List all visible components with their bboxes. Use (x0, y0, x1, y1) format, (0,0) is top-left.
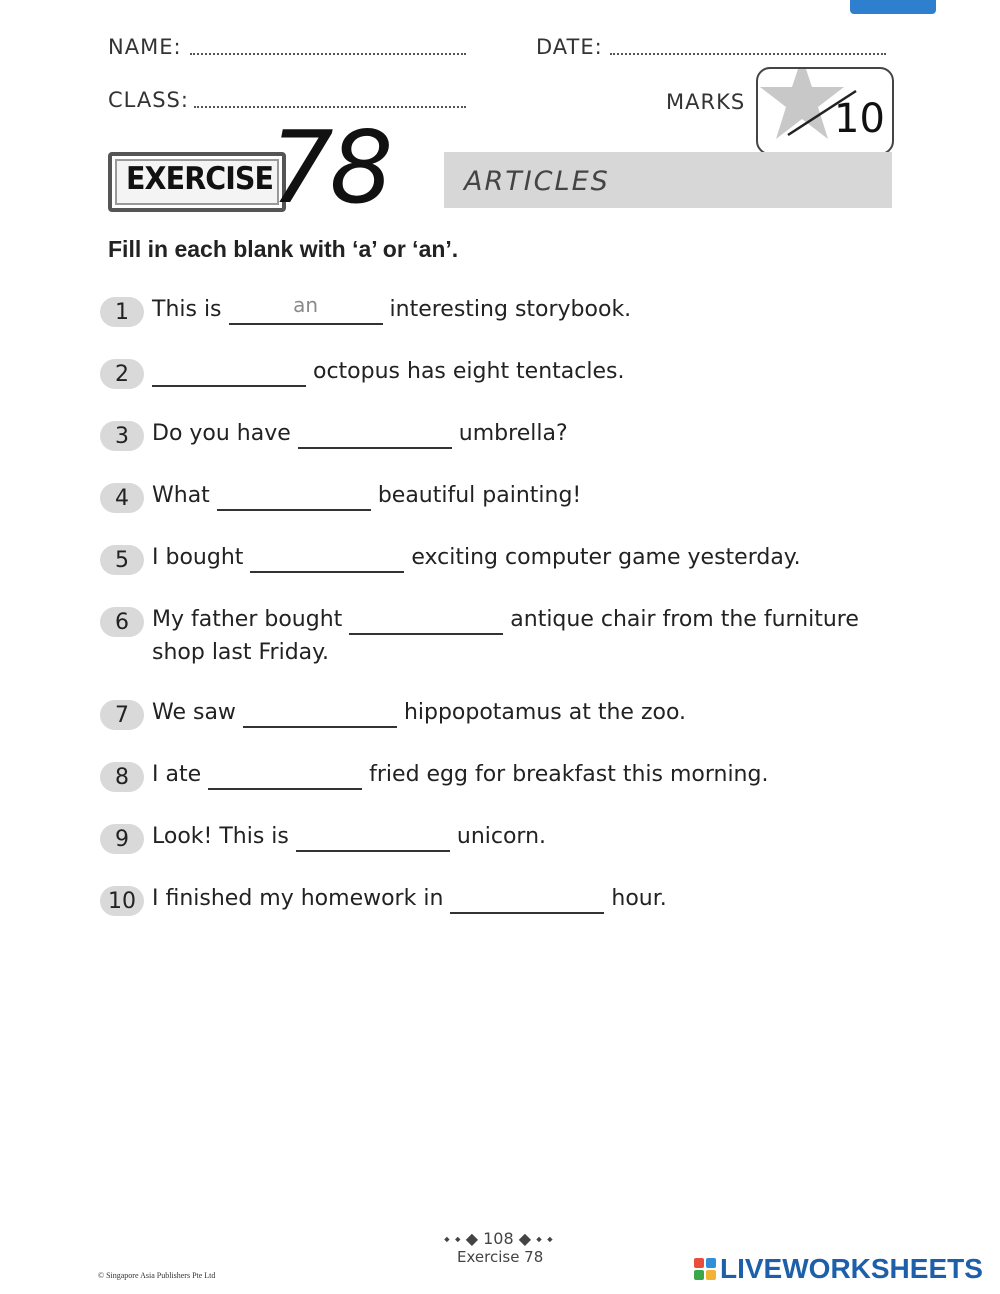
answer-input-1[interactable] (229, 293, 383, 317)
exercise-number: 78 (270, 109, 390, 226)
question-text-after: hour. (611, 886, 667, 911)
question-5 (100, 545, 801, 575)
answer-input-2[interactable] (152, 355, 306, 379)
question-text-before: I ate (152, 762, 202, 787)
exercise-label: EXERCISE (126, 161, 274, 197)
question-number: 10 (100, 886, 144, 916)
answer-blank-5[interactable] (250, 547, 404, 573)
answer-input-10[interactable] (450, 882, 604, 906)
topic-title: ARTICLES (464, 166, 610, 197)
question-6 (100, 607, 859, 637)
class-field (194, 106, 466, 108)
question-number: 8 (100, 762, 144, 792)
page-number: ⬩ ⬩ ◆ 108 ◆ ⬩ ⬩ (444, 1229, 553, 1248)
answer-input-7[interactable] (243, 696, 397, 720)
question-number: 2 (100, 359, 144, 389)
name-label: NAME: (108, 35, 182, 59)
question-number: 9 (100, 824, 144, 854)
question-text-after: fried egg for breakfast this morning. (369, 762, 769, 787)
question-number: 1 (100, 297, 144, 327)
question-number: 6 (100, 607, 144, 637)
question-text-after: octopus has eight tentacles. (313, 359, 625, 384)
question-number: 3 (100, 421, 144, 451)
answer-blank-10[interactable] (450, 888, 604, 914)
question-7 (100, 700, 686, 730)
class-label: CLASS: (108, 88, 189, 112)
question-text-after: unicorn. (456, 824, 547, 849)
answer-blank-6[interactable] (349, 609, 503, 635)
answer-input-4[interactable] (217, 479, 371, 503)
exercise-reference: Exercise 78 (457, 1248, 544, 1266)
answer-input-9[interactable] (296, 820, 450, 844)
answer-blank-3[interactable] (298, 423, 452, 449)
answer-blank-2[interactable] (152, 361, 306, 387)
instruction: Fill in each blank with ‘a’ or ‘an’. (108, 236, 459, 262)
question-text-before: Look! This is (152, 824, 289, 849)
question-text-after: beautiful painting! (377, 483, 582, 508)
liveworksheets-logo-text: LIVEWORKSHEETS (720, 1253, 983, 1284)
question-number: 4 (100, 483, 144, 513)
question-3 (100, 421, 568, 451)
name-field (190, 53, 466, 55)
answer-input-6[interactable] (349, 603, 503, 627)
question-8 (100, 762, 768, 792)
question-text-before: What (152, 483, 210, 508)
answer-blank-9[interactable] (296, 826, 450, 852)
answer-blank-4[interactable] (217, 485, 371, 511)
answer-input-8[interactable] (208, 758, 362, 782)
answer-blank-1[interactable] (229, 299, 383, 325)
date-label: DATE: (536, 35, 603, 59)
question-text-before: We saw (152, 700, 236, 725)
question-1 (100, 297, 631, 327)
answer-input-5[interactable] (250, 541, 404, 565)
liveworksheets-logo (694, 1253, 983, 1285)
question-text-after: exciting computer game yesterday. (411, 545, 801, 570)
question-text-after: interesting storybook. (389, 297, 632, 322)
question-text-before: My father bought (152, 607, 343, 632)
date-field (610, 53, 886, 55)
question-text-before: Do you have (152, 421, 291, 446)
question-text-before: I finished my homework in (152, 886, 444, 911)
answer-blank-8[interactable] (208, 764, 362, 790)
answer-blank-7[interactable] (243, 702, 397, 728)
question-10 (100, 886, 667, 916)
copyright: © Singapore Asia Publishers Pte Ltd (98, 1271, 216, 1280)
question-text-before: This is (152, 297, 222, 322)
question-text-before: I bought (152, 545, 244, 570)
question-text-after: hippopotamus at the zoo. (403, 700, 687, 725)
question-9 (100, 824, 546, 854)
question-text-after: umbrella? (458, 421, 568, 446)
answer-input-3[interactable] (298, 417, 452, 441)
question-6-continuation: shop last Friday. (152, 640, 330, 665)
question-number: 7 (100, 700, 144, 730)
marks-total: 10 (834, 96, 885, 142)
liveworksheets-logo-icon (694, 1258, 716, 1280)
marks-label: MARKS (666, 90, 746, 114)
question-number: 5 (100, 545, 144, 575)
question-text-after: antique chair from the furniture (510, 607, 859, 632)
question-2 (100, 359, 624, 389)
corner-tab (850, 0, 936, 14)
question-4 (100, 483, 581, 513)
